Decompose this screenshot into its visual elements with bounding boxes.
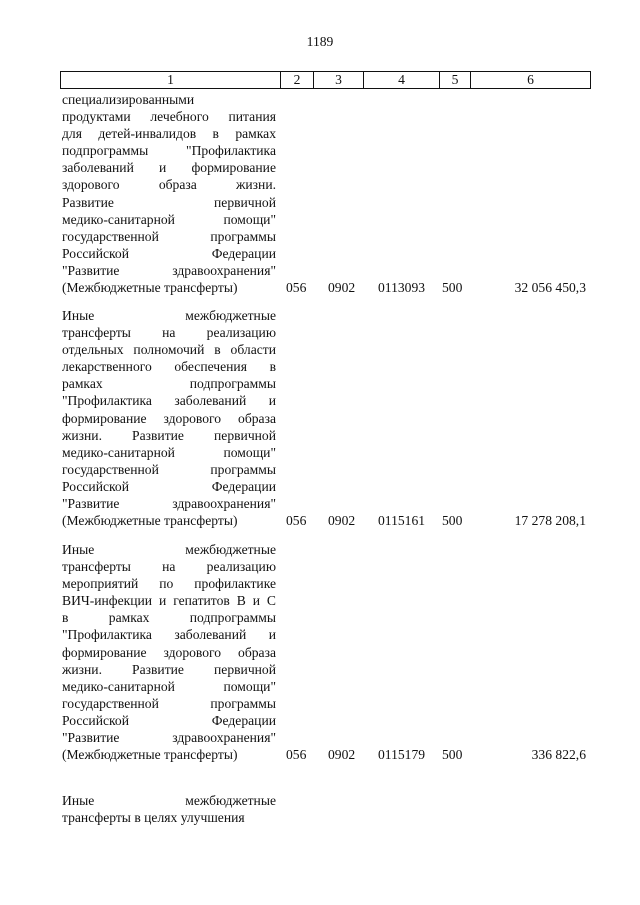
row-col3-value: 0902: [328, 280, 356, 296]
description-line: мероприятий по профилактике: [62, 576, 276, 592]
description-line: лекарственного обеспечения в: [62, 359, 276, 375]
description-line: медико-санитарной помощи": [62, 444, 276, 460]
description-line: формирование здорового образа: [62, 644, 276, 660]
description-line: трансферты на реализацию: [62, 559, 276, 575]
description-line: (Межбюджетные трансферты): [62, 280, 238, 296]
description-line: трансферты на реализацию: [62, 325, 276, 341]
description-line: заболеваний и формирование: [62, 160, 276, 176]
description-line: "Развитие здравоохранения": [62, 496, 276, 512]
row-col5-value: 500: [442, 513, 463, 529]
description-line: рамках подпрограммы: [62, 376, 276, 392]
row-description: [62, 541, 276, 763]
row-description: [62, 91, 276, 296]
row-col5-value: 500: [442, 280, 463, 296]
row-col5-value: 500: [442, 747, 463, 763]
description-line: (Межбюджетные трансферты): [62, 747, 238, 763]
description-line: жизни. Развитие первичной: [62, 661, 276, 677]
description-line: Иные межбюджетные: [62, 308, 276, 323]
description-line: государственной программы: [62, 461, 276, 477]
description-line: Российской Федерации: [62, 478, 276, 494]
description-line: "Развитие здравоохранения": [62, 730, 276, 746]
page-number: 1189: [306, 34, 334, 49]
row-col6-value: 336 822,6: [531, 747, 586, 763]
row-col4-value: 0113093: [378, 280, 426, 296]
description-line: Развитие первичной: [62, 194, 276, 210]
description-line: Иные межбюджетные: [62, 793, 276, 808]
description-line: для детей-инвалидов в рамках: [62, 126, 276, 142]
row-col2-value: 056: [286, 513, 307, 529]
description-line: "Профилактика заболеваний и: [62, 393, 276, 409]
description-line: медико-санитарной помощи": [62, 678, 276, 694]
row-col6-value: 17 278 208,1: [514, 513, 586, 529]
description-line: Иные межбюджетные: [62, 542, 276, 557]
row-col2-value: 056: [286, 747, 307, 763]
row-col3-value: 0902: [328, 513, 356, 529]
description-line: специализированными: [62, 92, 195, 107]
column-header-6: 6: [471, 72, 591, 89]
description-line: отдельных полномочий в области: [62, 342, 276, 358]
description-line: государственной программы: [62, 228, 276, 244]
description-line: жизни. Развитие первичной: [62, 427, 276, 443]
description-line: "Развитие здравоохранения": [62, 262, 276, 278]
description-line: медико-санитарной помощи": [62, 211, 276, 227]
description-line: продуктами лечебного питания: [62, 109, 276, 125]
description-line: подпрограммы "Профилактика: [62, 143, 276, 159]
description-line: Российской Федерации: [62, 712, 276, 728]
row-col6-value: 32 056 450,3: [514, 280, 586, 296]
row-col4-value: 0115161: [378, 513, 426, 529]
row-col2-value: 056: [286, 280, 307, 296]
column-header-3: 3: [314, 72, 364, 89]
column-header-2: 2: [281, 72, 314, 89]
column-header-row: [61, 72, 591, 89]
description-line: трансферты в целях улучшения: [62, 810, 245, 826]
description-line: здорового образа жизни.: [62, 177, 276, 193]
description-line: государственной программы: [62, 695, 276, 711]
description-line: в рамках подпрограммы: [62, 610, 276, 626]
row-col3-value: 0902: [328, 747, 356, 763]
description-line: (Межбюджетные трансферты): [62, 513, 238, 529]
column-header-5: 5: [440, 72, 471, 89]
row-col4-value: 0115179: [378, 747, 426, 763]
column-header-4: 4: [364, 72, 440, 89]
column-header-1: 1: [61, 72, 281, 89]
column-header-table: [60, 71, 591, 89]
description-line: "Профилактика заболеваний и: [62, 627, 276, 643]
row-description: [62, 792, 276, 826]
description-line: ВИЧ-инфекции и гепатитов В и С: [62, 593, 276, 609]
description-line: Российской Федерации: [62, 245, 276, 261]
row-description: [62, 307, 276, 529]
description-line: формирование здорового образа: [62, 410, 276, 426]
